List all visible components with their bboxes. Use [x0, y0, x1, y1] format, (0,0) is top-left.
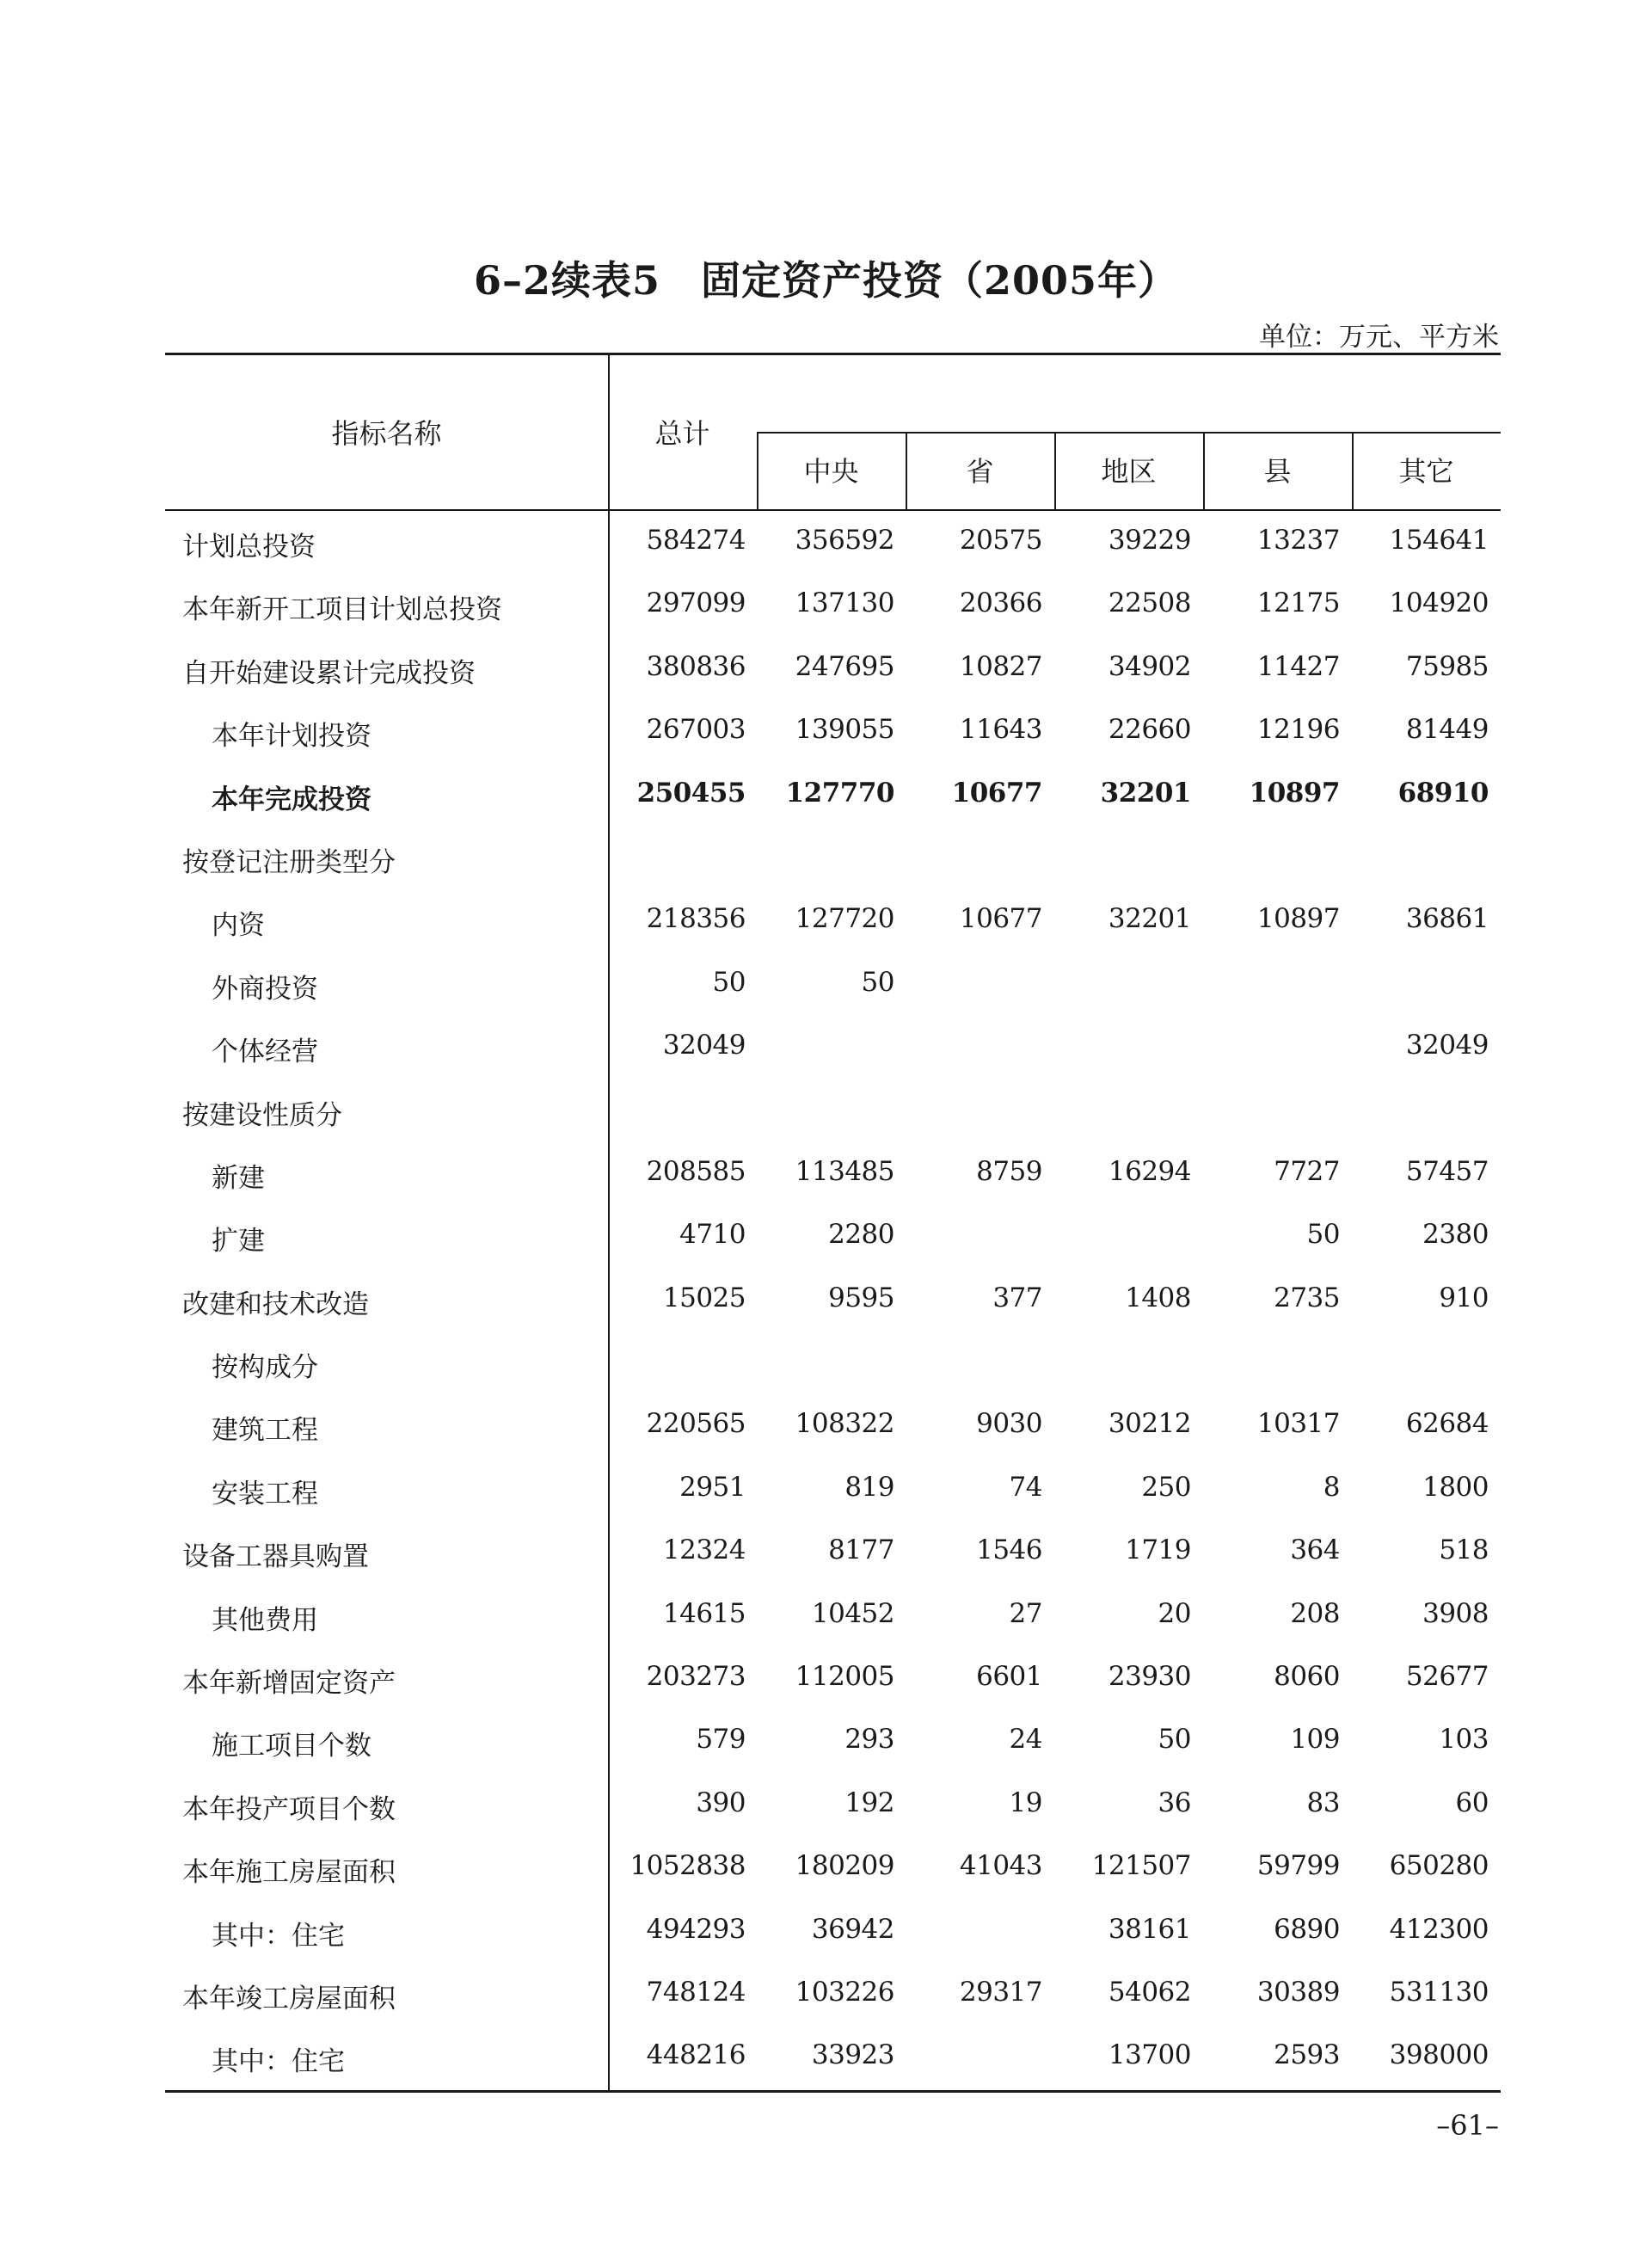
cell-province: 1546: [976, 1534, 1042, 1566]
cell-other: 531130: [1389, 1976, 1489, 2008]
row-label: 改建和技术改造: [182, 1288, 369, 1320]
cell-province: 10677: [951, 777, 1042, 809]
table-row: [165, 1774, 1501, 1836]
cell-other: 103: [1439, 1724, 1489, 1756]
cell-county: 59799: [1256, 1850, 1340, 1882]
cell-province: 11643: [959, 714, 1042, 746]
cell-region: 50: [1158, 1724, 1191, 1756]
row-label: 本年完成投资: [212, 784, 372, 815]
cell-county: 8060: [1274, 1661, 1340, 1693]
cell-central: 8177: [828, 1534, 894, 1566]
cell-central: 356592: [795, 525, 894, 556]
cell-region: 32201: [1100, 777, 1191, 809]
cell-region: 39229: [1108, 525, 1191, 556]
header-province: 省: [966, 455, 994, 488]
table-row: [165, 1269, 1501, 1331]
cell-central: 819: [844, 1471, 894, 1503]
cell-province: 41043: [959, 1850, 1042, 1882]
row-label: 本年竣工房屋面积: [182, 1983, 396, 2014]
cell-central: 103226: [795, 1976, 894, 2008]
cell-total: 579: [696, 1724, 746, 1756]
table-row: [165, 700, 1501, 763]
cell-county: 12175: [1256, 587, 1340, 619]
cell-other: 32049: [1405, 1030, 1489, 1061]
cell-county: 83: [1306, 1787, 1340, 1818]
header-region: 地区: [1101, 455, 1157, 488]
cell-total: 218356: [646, 903, 746, 935]
table-row: [165, 1836, 1501, 1899]
row-label: 扩建: [212, 1226, 265, 1258]
cell-region: 54062: [1108, 1976, 1191, 2008]
cell-province: 24: [1009, 1724, 1042, 1756]
cell-county: 10897: [1249, 777, 1340, 809]
row-label: 新建: [212, 1162, 265, 1194]
cell-other: 2380: [1422, 1219, 1489, 1251]
table-row: [165, 1458, 1501, 1521]
cell-region: 34902: [1108, 650, 1191, 682]
cell-other: 1800: [1422, 1471, 1489, 1503]
row-label: 个体经营: [212, 1036, 318, 1068]
cell-total: 203273: [646, 1661, 746, 1693]
row-label: 其中：住宅: [212, 2046, 345, 2078]
table-row: [165, 1647, 1501, 1710]
row-label: 本年新增固定资产: [182, 1668, 396, 1700]
cell-other: 60: [1455, 1787, 1489, 1818]
cell-county: 109: [1290, 1724, 1340, 1756]
header-central: 中央: [803, 455, 859, 488]
cell-other: 81449: [1405, 714, 1489, 746]
row-label: 外商投资: [212, 973, 318, 1005]
cell-central: 137130: [795, 587, 894, 619]
cell-central: 127770: [785, 777, 894, 809]
cell-other: 3908: [1422, 1597, 1489, 1629]
header-total: 总计: [654, 417, 710, 450]
cell-region: 22508: [1108, 587, 1191, 619]
table-row: [165, 1205, 1501, 1268]
page-number: –61–: [1436, 2109, 1499, 2142]
cell-province: 377: [992, 1282, 1042, 1313]
table-row: [165, 1142, 1501, 1205]
cell-region: 13700: [1108, 2039, 1191, 2071]
cell-other: 75985: [1405, 650, 1489, 682]
table-row: [165, 1710, 1501, 1773]
cell-other: 518: [1439, 1534, 1489, 1566]
cell-other: 62684: [1405, 1408, 1489, 1440]
cell-other: 398000: [1389, 2039, 1489, 2071]
cell-region: 23930: [1108, 1661, 1191, 1693]
cell-province: 6601: [976, 1661, 1042, 1693]
row-label: 按构成分: [212, 1352, 318, 1384]
cell-central: 127720: [795, 903, 894, 935]
cell-region: 38161: [1108, 1913, 1191, 1945]
cell-central: 9595: [828, 1282, 894, 1313]
row-label: 按建设性质分: [182, 1099, 342, 1131]
cell-central: 247695: [795, 650, 894, 682]
row-label: 其中：住宅: [212, 1920, 345, 1952]
cell-county: 6890: [1274, 1913, 1340, 1945]
table-row: [165, 827, 1501, 889]
cell-county: 50: [1306, 1219, 1340, 1251]
cell-province: 74: [1009, 1471, 1042, 1503]
row-label: 建筑工程: [212, 1415, 318, 1447]
row-label: 本年施工房屋面积: [182, 1857, 396, 1889]
cell-region: 32201: [1108, 903, 1191, 935]
cell-county: 8: [1323, 1471, 1340, 1503]
row-label: 按登记注册类型分: [182, 846, 396, 878]
row-label: 设备工器具购置: [182, 1541, 369, 1573]
row-label: 本年计划投资: [212, 721, 372, 753]
page-title: 6–2续表5 固定资产投资（2005年）: [473, 257, 1179, 304]
cell-county: 364: [1290, 1534, 1340, 1566]
table-row: [165, 1394, 1501, 1457]
cell-region: 1719: [1125, 1534, 1191, 1566]
cell-central: 36942: [811, 1913, 894, 1945]
cell-central: 108322: [795, 1408, 894, 1440]
cell-other: 154641: [1389, 525, 1489, 556]
cell-province: 10827: [959, 650, 1042, 682]
cell-total: 12324: [662, 1534, 746, 1566]
row-label: 计划总投资: [182, 532, 316, 563]
cell-central: 113485: [795, 1155, 894, 1187]
cell-other: 650280: [1389, 1850, 1489, 1882]
cell-total: 297099: [646, 587, 746, 619]
cell-total: 448216: [646, 2039, 746, 2071]
table-row: [165, 511, 1501, 574]
cell-central: 112005: [795, 1661, 894, 1693]
cell-total: 584274: [646, 525, 746, 556]
cell-central: 2280: [828, 1219, 894, 1251]
row-label: 本年投产项目个数: [182, 1793, 396, 1825]
cell-total: 250455: [636, 777, 746, 809]
cell-other: 412300: [1389, 1913, 1489, 1945]
cell-province: 20575: [959, 525, 1042, 556]
cell-county: 10317: [1256, 1408, 1340, 1440]
table-bottom-rule: [165, 2090, 1501, 2093]
cell-total: 380836: [646, 650, 746, 682]
cell-region: 1408: [1125, 1282, 1191, 1313]
row-label: 内资: [212, 910, 265, 942]
cell-total: 748124: [646, 1976, 746, 2008]
cell-total: 267003: [646, 714, 746, 746]
cell-central: 10452: [811, 1597, 894, 1629]
unit-label: 单位：万元、平方米: [1259, 322, 1499, 353]
table-row: [165, 1584, 1501, 1647]
header-other: 其它: [1398, 455, 1454, 488]
cell-other: 910: [1439, 1282, 1489, 1313]
row-label: 自开始建设累计完成投资: [182, 657, 476, 689]
cell-total: 1052838: [629, 1850, 746, 1882]
cell-other: 36861: [1405, 903, 1489, 935]
cell-county: 11427: [1256, 650, 1340, 682]
cell-total: 2951: [679, 1471, 746, 1503]
cell-region: 30212: [1108, 1408, 1191, 1440]
cell-county: 12196: [1256, 714, 1340, 746]
cell-province: 19: [1009, 1787, 1042, 1818]
cell-total: 494293: [646, 1913, 746, 1945]
cell-central: 139055: [795, 714, 894, 746]
cell-central: 50: [861, 966, 894, 998]
table-row: [165, 1079, 1501, 1142]
table-row: [165, 1521, 1501, 1584]
cell-total: 4710: [679, 1219, 746, 1251]
cell-total: 15025: [662, 1282, 746, 1313]
table-row: [165, 1016, 1501, 1079]
table-row: [165, 574, 1501, 637]
cell-province: 20366: [959, 587, 1042, 619]
row-label: 安装工程: [212, 1478, 318, 1510]
table-row: [165, 889, 1501, 952]
cell-total: 390: [696, 1787, 746, 1818]
cell-central: 180209: [795, 1850, 894, 1882]
cell-region: 20: [1158, 1597, 1191, 1629]
cell-region: 22660: [1108, 714, 1191, 746]
table-row: [165, 764, 1501, 827]
table-row: [165, 1331, 1501, 1394]
cell-other: 68910: [1397, 777, 1489, 809]
cell-region: 16294: [1108, 1155, 1191, 1187]
cell-province: 29317: [959, 1976, 1042, 2008]
cell-central: 192: [844, 1787, 894, 1818]
cell-other: 104920: [1389, 587, 1489, 619]
cell-county: 30389: [1256, 1976, 1340, 2008]
cell-other: 52677: [1405, 1661, 1489, 1693]
cell-region: 36: [1158, 1787, 1191, 1818]
cell-total: 14615: [662, 1597, 746, 1629]
header-county: 县: [1263, 455, 1292, 488]
cell-central: 33923: [811, 2039, 894, 2071]
table-row: [165, 1900, 1501, 1963]
cell-county: 10897: [1256, 903, 1340, 935]
cell-province: 10677: [959, 903, 1042, 935]
header-indicator: 指标名称: [331, 417, 442, 450]
cell-central: 293: [844, 1724, 894, 1756]
cell-county: 208: [1290, 1597, 1340, 1629]
cell-total: 220565: [646, 1408, 746, 1440]
header-subgroup-rule: [757, 432, 1501, 434]
cell-province: 8759: [976, 1155, 1042, 1187]
row-label: 其他费用: [212, 1604, 318, 1636]
cell-total: 32049: [662, 1030, 746, 1061]
table-row: [165, 1963, 1501, 2026]
cell-region: 121507: [1091, 1850, 1191, 1882]
row-label: 本年新开工项目计划总投资: [182, 594, 502, 626]
table-top-rule: [165, 353, 1501, 355]
table-body: [165, 511, 1501, 2089]
cell-county: 2735: [1274, 1282, 1340, 1313]
cell-region: 250: [1141, 1471, 1191, 1503]
table-row: [165, 637, 1501, 700]
cell-total: 50: [712, 966, 746, 998]
cell-province: 9030: [976, 1408, 1042, 1440]
cell-total: 208585: [646, 1155, 746, 1187]
cell-county: 13237: [1256, 525, 1340, 556]
cell-other: 57457: [1405, 1155, 1489, 1187]
cell-county: 7727: [1274, 1155, 1340, 1187]
table-row: [165, 953, 1501, 1016]
cell-county: 2593: [1274, 2039, 1340, 2071]
row-label: 施工项目个数: [212, 1731, 372, 1762]
cell-province: 27: [1009, 1597, 1042, 1629]
table-row: [165, 2026, 1501, 2088]
